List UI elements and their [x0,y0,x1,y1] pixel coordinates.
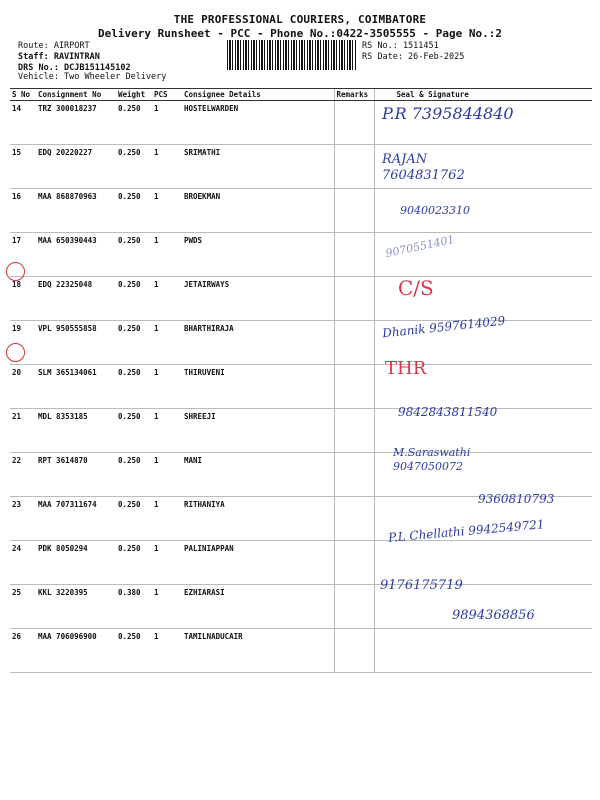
table-row [10,145,592,189]
cell-consignee: SRIMATHI [182,145,334,189]
cell-consignment: SLM 365134061 [36,365,116,409]
cell-consignee: RITHANIYA [182,497,334,541]
cell-remarks [334,585,374,629]
cell-consignment: TRZ 300018237 [36,101,116,145]
cell-consignment: VPL 950555858 [36,321,116,365]
cell-pcs: 1 [152,101,182,145]
handwritten-signature: THR [385,358,427,379]
cell-consignee: BHARTHIRAJA [182,321,334,365]
cell-remarks [334,365,374,409]
cell-consignment: MAA 706096900 [36,629,116,673]
cell-weight: 0.250 [116,277,152,321]
cell-consignee: BROEKMAN [182,189,334,233]
cell-consignee: PALINIAPPAN [182,541,334,585]
cell-pcs: 1 [152,233,182,277]
handwritten-signature: M.Saraswathi 9047050072 [393,446,471,473]
cell-weight: 0.250 [116,541,152,585]
cell-consignee: JETAIRWAYS [182,277,334,321]
handwritten-signature: 9040023310 [400,204,470,217]
cell-weight: 0.250 [116,101,152,145]
cell-pcs: 1 [152,189,182,233]
cell-pcs: 1 [152,321,182,365]
table-row [10,189,592,233]
cell-consignee: TAMILNADUCAIR [182,629,334,673]
col-pcs: PCS [152,89,182,101]
cell-sno: 25 [10,585,36,629]
cell-weight: 0.250 [116,233,152,277]
cell-sno: 24 [10,541,36,585]
cell-consignment: KKL 3220395 [36,585,116,629]
staff-label: Staff: RAVINTRAN [18,52,100,62]
handwritten-signature: 9070551401 [384,232,456,261]
cell-weight: 0.250 [116,453,152,497]
cell-consignee: MANI [182,453,334,497]
cell-signature [374,629,592,673]
handwritten-signature: P.R 7395844840 [382,104,514,123]
cell-sno: 17 [10,233,36,277]
pen-circle-mark [6,343,25,362]
table-row [10,629,592,673]
cell-pcs: 1 [152,145,182,189]
drs-number: DRS No.: DCJB151145102 [18,63,131,73]
cell-remarks [334,497,374,541]
cell-remarks [334,277,374,321]
cell-sno: 22 [10,453,36,497]
handwritten-signature: 9842843811540 [398,405,498,419]
cell-sno: 18 [10,277,36,321]
cell-sno: 23 [10,497,36,541]
cell-consignment: MAA 707311674 [36,497,116,541]
table-row [10,233,592,277]
cell-pcs: 1 [152,497,182,541]
table-row [10,541,592,585]
runsheet-table [10,88,592,673]
handwritten-signature: RAJAN 7604831762 [382,152,465,183]
rs-date: RS Date: 26-Feb-2025 [362,52,465,62]
col-consignment: Consignment No [36,89,116,101]
vehicle-label: Vehicle: Two Wheeler Delivery [18,72,167,82]
table-row [10,365,592,409]
cell-consignment: PDK 8050294 [36,541,116,585]
rs-number: RS No.: 1511451 [362,41,439,51]
barcode [227,40,357,70]
cell-consignee: PWDS [182,233,334,277]
cell-weight: 0.380 [116,585,152,629]
cell-consignee: SHREEJI [182,409,334,453]
col-consignee: Consignee Details [182,89,334,101]
cell-sno: 15 [10,145,36,189]
cell-pcs: 1 [152,277,182,321]
cell-weight: 0.250 [116,409,152,453]
runsheet-subtitle: Delivery Runsheet - PCC - Phone No.:0422-3505555 - Page No.:2 [98,27,502,40]
cell-consignee: EZHIARASI [182,585,334,629]
cell-consignee: HOSTELWARDEN [182,101,334,145]
cell-consignment: EDQ 20220227 [36,145,116,189]
cell-remarks [334,233,374,277]
col-sno: S No [10,89,36,101]
cell-remarks [334,321,374,365]
cell-sno: 14 [10,101,36,145]
cell-consignee: THIRUVENI [182,365,334,409]
cell-weight: 0.250 [116,497,152,541]
cell-remarks [334,145,374,189]
cell-weight: 0.250 [116,629,152,673]
cell-consignment: MDL 8353185 [36,409,116,453]
handwritten-signature: 9176175719 [380,578,463,593]
cell-remarks [334,453,374,497]
cell-remarks [334,541,374,585]
pen-circle-mark [6,262,25,281]
cell-consignment: MAA 868870963 [36,189,116,233]
cell-pcs: 1 [152,453,182,497]
handwritten-signature: C/S [398,276,434,300]
cell-pcs: 1 [152,629,182,673]
cell-sno: 26 [10,629,36,673]
cell-pcs: 1 [152,541,182,585]
company-title: THE PROFESSIONAL COURIERS, COIMBATORE [173,13,427,26]
cell-pcs: 1 [152,585,182,629]
route-label: Route: AIRPORT [18,41,90,51]
cell-weight: 0.250 [116,145,152,189]
cell-remarks [334,189,374,233]
cell-consignment: MAA 650390443 [36,233,116,277]
col-weight: Weight [116,89,152,101]
cell-remarks [334,101,374,145]
cell-sno: 19 [10,321,36,365]
col-remarks: Remarks [334,89,374,101]
cell-remarks [334,629,374,673]
cell-pcs: 1 [152,409,182,453]
handwritten-signature: 9360810793 [478,492,555,506]
cell-consignment: EDQ 22325048 [36,277,116,321]
table-header-row [10,89,592,101]
handwritten-signature: Dhanik 9597614029 [381,313,506,341]
cell-pcs: 1 [152,365,182,409]
cell-remarks [334,409,374,453]
cell-consignment: RPT 3614870 [36,453,116,497]
cell-sno: 16 [10,189,36,233]
cell-sno: 20 [10,365,36,409]
col-signature: Seal & Signature [374,89,592,101]
cell-sno: 21 [10,409,36,453]
cell-weight: 0.250 [116,189,152,233]
cell-weight: 0.250 [116,321,152,365]
handwritten-signature: 9894368856 [452,608,535,623]
handwritten-signature: P.L Chellathi 9942549721 [387,517,545,545]
cell-weight: 0.250 [116,365,152,409]
